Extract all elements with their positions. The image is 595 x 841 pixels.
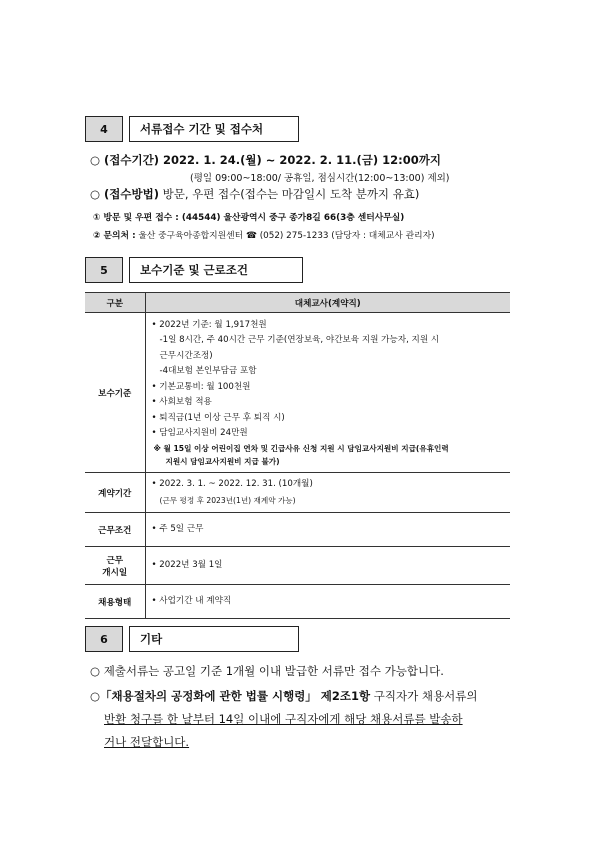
- period-label: ○ (접수기간) 2022. 1. 24.(월) ~ 2022. 2. 11.(금) 12:00까지: [90, 153, 441, 167]
- row-label-start-date: [85, 547, 145, 585]
- row-content-contract-period: [145, 473, 510, 513]
- table-row-salary: [85, 313, 510, 473]
- period-hours: (평일 09:00~18:00/ 공휴일, 점심시간(12:00~13:00) 제외): [190, 173, 450, 184]
- table-row-contract-period: [85, 473, 510, 513]
- row-label-work-condition: 근무조건: [85, 513, 145, 547]
- list-item: • 2022년 기준: 월 1,917천원: [151, 319, 267, 330]
- method-text: 방문, 우편 접수(접수는 마감일시 도착 분까지 유효): [159, 187, 420, 201]
- table-row-employment-type: [85, 585, 510, 619]
- table-row-work-condition: [85, 513, 510, 547]
- row-label-salary: 보수기준: [85, 313, 145, 473]
- table-row-start-date: [85, 547, 510, 585]
- list-item: 근무시간조정): [159, 350, 213, 361]
- section-5-title: 보수기준 및 근로조건: [129, 257, 303, 283]
- etc-item-2-line3: 거나 전달합니다.: [104, 735, 190, 749]
- list-item: • 사회보험 적용: [151, 397, 212, 407]
- list-item: • 2022. 3. 1. ~ 2022. 12. 31. (10개월): [151, 479, 313, 489]
- list-item: -1일 8시간, 주 40시간 근무 기준(연장보육, 야간보육 지원 가능자, 지원 시: [159, 335, 440, 345]
- address-label: ① 방문 및 우편 접수 : (44544) 울산광역시 중구 종가8길 66(3층 센터사무실): [93, 213, 405, 223]
- section-4-number: 4: [85, 116, 123, 142]
- section-4-header: [85, 116, 299, 142]
- table-header-row: [85, 293, 510, 313]
- list-item: (근무 평정 후 2023년(1년) 재계약 가능): [159, 495, 296, 505]
- list-item: -4대보험 본인부담금 포함: [159, 366, 257, 376]
- row-label-start-date-line2: 개시일: [102, 567, 128, 578]
- etc-item-2-bullet: ○: [90, 689, 101, 703]
- etc-item-1: ○ 제출서류는 공고일 기준 1개월 이내 발급한 서류만 접수 가능합니다.: [90, 664, 444, 678]
- row-label-start-date-line1: 근무: [106, 555, 124, 566]
- list-item: • 기본교통비: 월 100천원: [151, 381, 251, 392]
- section-6-number: 6: [85, 626, 123, 652]
- list-item: • 퇴직금(1년 이상 근무 후 퇴직 시): [151, 412, 285, 423]
- etc-item-2-law: 「채용절차의 공정화에 관한 법률 시행령」 제2조1항: [100, 689, 371, 703]
- contact-text: 울산 중구육아종합지원센터 ☎ (052) 275-1233 (담당자 : 대체교사 관리자): [135, 231, 435, 241]
- salary-note-line2: 지원시 담임교사지원비 지급 불가): [165, 456, 280, 466]
- row-label-employment-type: 채용형태: [85, 585, 145, 619]
- salary-note-line1: ※ 월 15일 이상 어린이집 연차 및 긴급사유 신청 지원 시 담임교사지원비 지급(유휴인력: [153, 443, 449, 453]
- contact-label: ② 문의처 :: [93, 231, 136, 241]
- section-5-header: [85, 257, 303, 283]
- list-item: • 주 5일 근무: [151, 523, 204, 534]
- row-content-start-date: [145, 547, 510, 585]
- row-content-salary: [145, 313, 510, 473]
- header-category: 구분: [85, 293, 145, 313]
- section-6-title: 기타: [129, 626, 299, 652]
- section-5-number: 5: [85, 257, 123, 283]
- address-line: [93, 210, 404, 223]
- etc-item-2-line1: [90, 688, 477, 704]
- method-label: ○ (접수방법): [90, 187, 159, 201]
- method-line: [90, 186, 419, 202]
- list-item: • 담임교사지원비 24만원: [151, 428, 248, 438]
- section-6-header: [85, 626, 299, 652]
- period-line: [90, 152, 441, 168]
- row-label-contract-period: 계약기간: [85, 473, 145, 513]
- section-4-title: 서류접수 기간 및 접수처: [129, 116, 299, 142]
- contact-line: [93, 228, 435, 241]
- etc-item-2-line2: 반환 청구를 한 날부터 14일 이내에 구직자에게 해당 채용서류를 발송하: [104, 712, 463, 726]
- header-substitute-teacher: 대체교사(계약직): [145, 293, 510, 313]
- row-content-work-condition: [145, 513, 510, 547]
- list-item: • 사업기간 내 계약직: [151, 595, 232, 606]
- row-content-employment-type: [145, 585, 510, 619]
- etc-item-2-rest: 구직자가 채용서류의: [370, 689, 478, 703]
- list-item: • 2022년 3월 1일: [151, 559, 223, 570]
- pay-conditions-table: [85, 292, 510, 619]
